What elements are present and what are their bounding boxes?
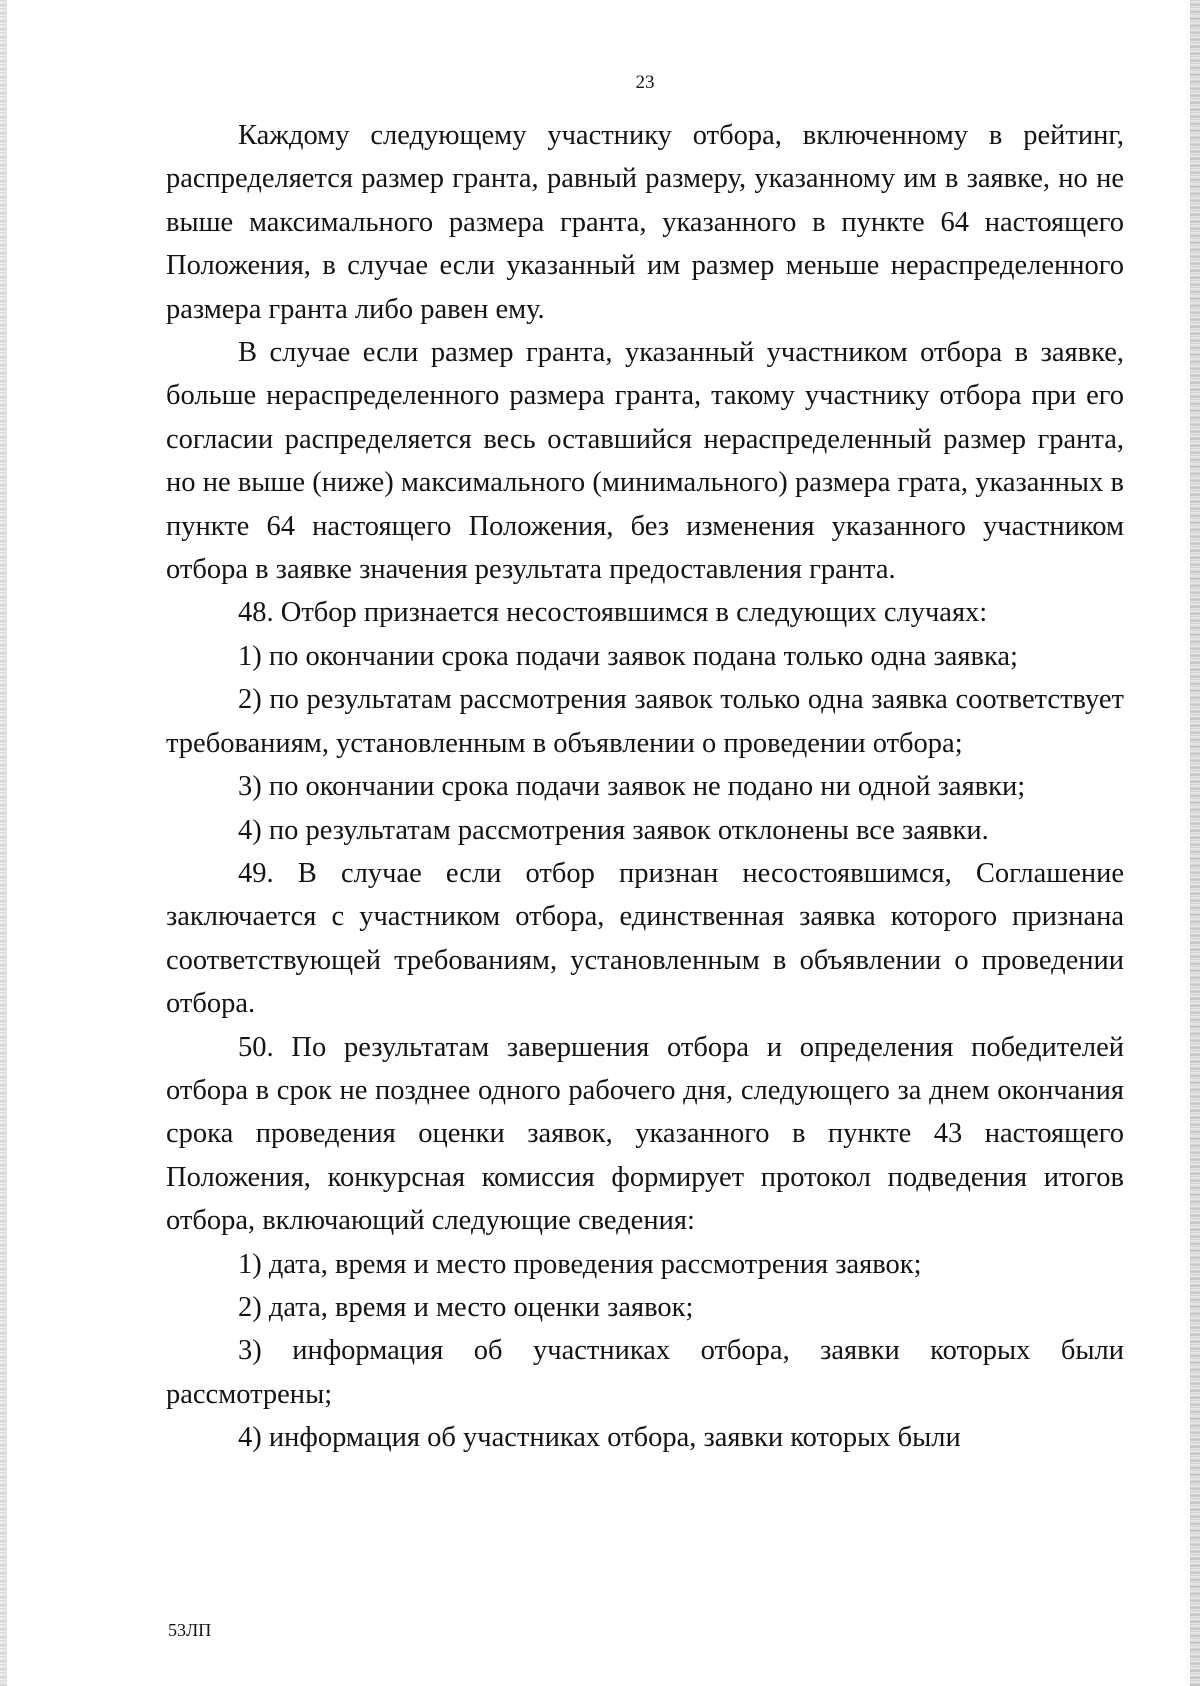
clause-49: 49. В случае если отбор признан несостоявшимся, Соглашение заключается с участником отбора, единственная заявка которого признана соответствующей требованиям, установленным в объявлении о проведении отбора. — [166, 857, 1124, 1020]
clause-50-item-1: 1) дата, время и место проведения рассмотрения заявок; — [238, 1248, 922, 1280]
clause-48: 48. Отбор признается несостоявшимся в следующих случаях: — [238, 597, 988, 629]
clause-50: 50. По результатам завершения отбора и определения победителей отбора в срок не позднее одного рабочего дня, следующего за днем окончания срока проведения оценки заявок, указанного в пункте 43 настоящего Положения, конкурсная комиссия формирует протокол подведения итогов отбора, включающий следующие сведения: — [166, 1031, 1124, 1237]
clause-50-item-3: 3) информация об участниках отбора, заявки которых были рассмотрены; — [166, 1335, 1124, 1410]
clause-48-item-1: 1) по окончании срока подачи заявок подана только одна заявка; — [238, 640, 1018, 672]
clause-48-item-2: 2) по результатам рассмотрения заявок только одна заявка соответствует требованиям, установленным в объявлении о проведении отбора; — [166, 684, 1124, 759]
page-number: 23 — [635, 72, 655, 93]
scan-edge-right — [1190, 0, 1200, 1686]
clause-50-item-4: 4) информация об участниках отбора, заявки которых были — [238, 1422, 961, 1454]
footer-code: 53ЛП — [168, 1620, 212, 1640]
clause-48-item-3: 3) по окончании срока подачи заявок не подано ни одной заявки; — [238, 771, 1026, 803]
document-body — [166, 114, 1124, 1460]
clause-50-item-2: 2) дата, время и место оценки заявок; — [238, 1291, 694, 1323]
scan-edge-left — [0, 0, 7, 1686]
clause-48-item-4: 4) по результатам рассмотрения заявок отклонены все заявки. — [238, 814, 989, 846]
paragraph-grant-distribution: Каждому следующему участнику отбора, включенному в рейтинг, распределяется размер гранта, равный размеру, указанному им в заявке, но не выше максимального размера гранта, указанного в пункте 64 настоящего Положения, в случае если указанный им размер меньше нераспределенного размера гранта либо равен ему. — [166, 120, 1124, 325]
paragraph-grant-exceeds: В случае если размер гранта, указанный участником отбора в заявке, больше нераспределенного размера гранта, такому участнику отбора при его согласии распределяется весь оставшийся нераспределенный размер гранта, но не выше (ниже) максимального (минимального) размера грата, указанных в пункте 64 настоящего Положения, без изменения указанного участником отбора в заявке значения результата предоставления гранта. — [166, 337, 1124, 586]
